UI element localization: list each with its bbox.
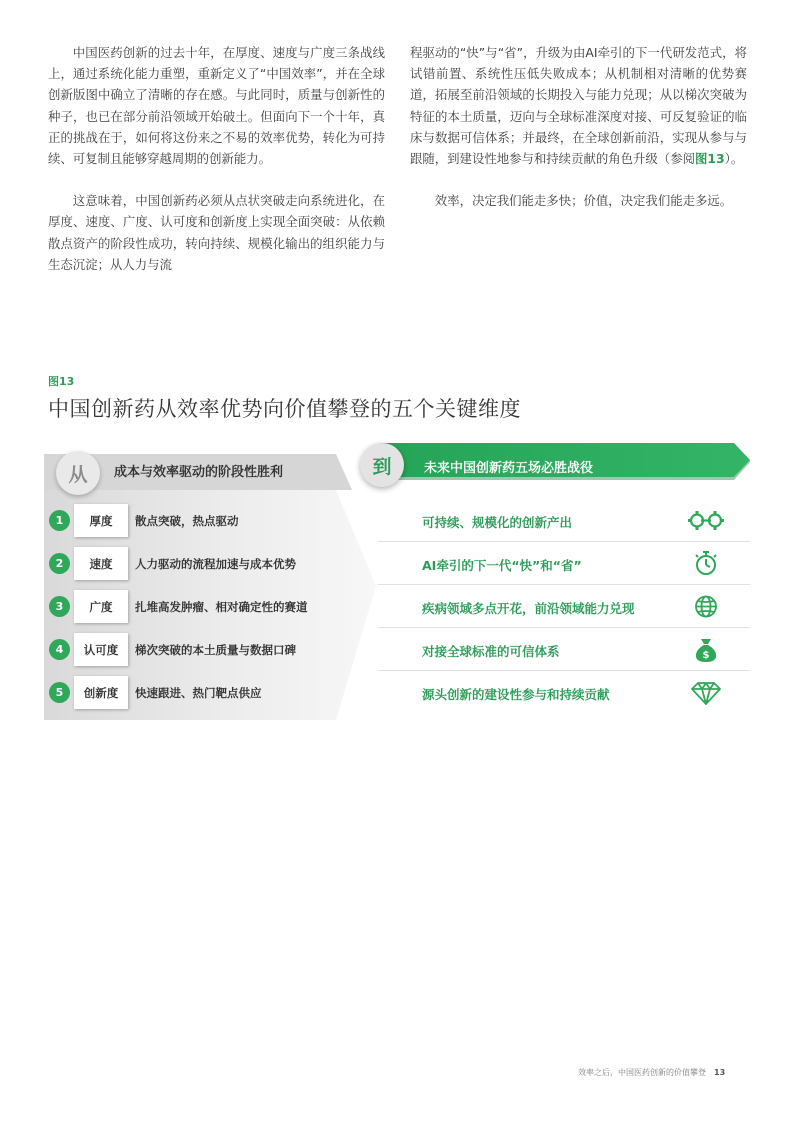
from-description: 散点突破，热点驱动 <box>135 514 239 528</box>
dimension-label: 创新度 <box>74 676 128 709</box>
dimension-row <box>44 542 750 585</box>
stopwatch-gear-icon <box>687 550 725 577</box>
diamond-icon <box>687 679 725 706</box>
money-bag-icon <box>687 636 725 663</box>
svg-text:$: $ <box>702 650 710 661</box>
figure-label: 图13 <box>48 375 75 388</box>
row-number: 4 <box>49 639 70 660</box>
to-description: 对接全球标准的可信体系 <box>422 644 560 659</box>
from-badge: 从 <box>56 451 100 495</box>
row-number: 2 <box>49 553 70 574</box>
page-footer <box>578 1067 725 1078</box>
figure-reference-link[interactable]: 图13 <box>694 151 725 167</box>
left-text-column <box>48 42 385 275</box>
dimension-row <box>44 671 750 714</box>
dimension-label: 广度 <box>74 590 128 623</box>
dimension-label: 厚度 <box>74 504 128 537</box>
comparison-diagram <box>44 440 750 722</box>
row-number: 1 <box>49 510 70 531</box>
dimension-label: 速度 <box>74 547 128 580</box>
from-description: 扎堆高发肿瘤、相对确定性的赛道 <box>135 600 308 614</box>
dimension-row <box>44 628 750 671</box>
footer-title: 效率之后，中国医药创新的价值攀登 <box>578 1068 706 1077</box>
dimension-label: 认可度 <box>74 633 128 666</box>
from-description: 梯次突破的本土质量与数据口碑 <box>135 643 296 657</box>
dimension-row <box>44 499 750 542</box>
body-paragraph: 效率，决定我们能走多快；价值，决定我们能走多远。 <box>434 193 733 209</box>
to-description: 疾病领域多点开花，前沿领域能力兑现 <box>422 601 635 616</box>
gear-chain-icon <box>687 507 725 534</box>
row-number: 3 <box>49 596 70 617</box>
page-number: 13 <box>714 1068 726 1077</box>
to-description: 可持续、规模化的创新产出 <box>422 515 573 530</box>
row-number: 5 <box>49 682 70 703</box>
to-description: 源头创新的建设性参与和持续贡献 <box>422 687 610 702</box>
to-badge: 到 <box>360 443 404 487</box>
body-paragraph: 中国医药创新的过去十年，在厚度、速度与广度三条战线上，通过系统化能力重塑，重新定义了“中国效率”，并在全球创新版图中确立了清晰的存在感。与此同时，质量与创新性的种子，也已在部分前沿领域开始破土。但面向下一个十年，真正的挑战在于，如何将这份来之不易的效率优势，转化为可持续、可复制且能够穿越周期的创新能力。 <box>48 45 385 167</box>
from-description: 快速跟进、热门靶点供应 <box>135 686 262 700</box>
to-header: 未来中国创新药五场必胜战役 <box>424 461 594 476</box>
right-text-column <box>410 42 747 211</box>
body-paragraph: 程驱动的“快”与“省”，升级为由AI牵引的下一代研发范式，将试错前置、系统性压低失败成本；从机制相对清晰的优势赛道，拓展至前沿领域的长期投入与能力兑现；从以梯次突破为特征的本土质量，迈向与全球标准深度对接、可反复验证的临床与数据可信体系；并最终，在全球创新前沿，实现从参与与跟随，到建设性地参与和持续贡献的角色升级（参阅图13）。 <box>410 45 747 167</box>
globe-icon <box>687 593 725 620</box>
from-header: 成本与效率驱动的阶段性胜利 <box>114 465 284 480</box>
figure-title: 中国创新药从效率优势向价值攀登的五个关键维度 <box>48 397 521 421</box>
body-paragraph: 这意味着，中国创新药必须从点状突破走向系统进化，在厚度、速度、广度、认可度和创新度上实现全面突破：从依赖散点资产的阶段性成功，转向持续、规模化输出的组织能力与生态沉淀；从人力与流 <box>48 193 385 272</box>
dimension-row <box>44 585 750 628</box>
to-description: AI牵引的下一代“快”和“省” <box>422 558 582 573</box>
from-description: 人力驱动的流程加速与成本优势 <box>135 557 296 571</box>
